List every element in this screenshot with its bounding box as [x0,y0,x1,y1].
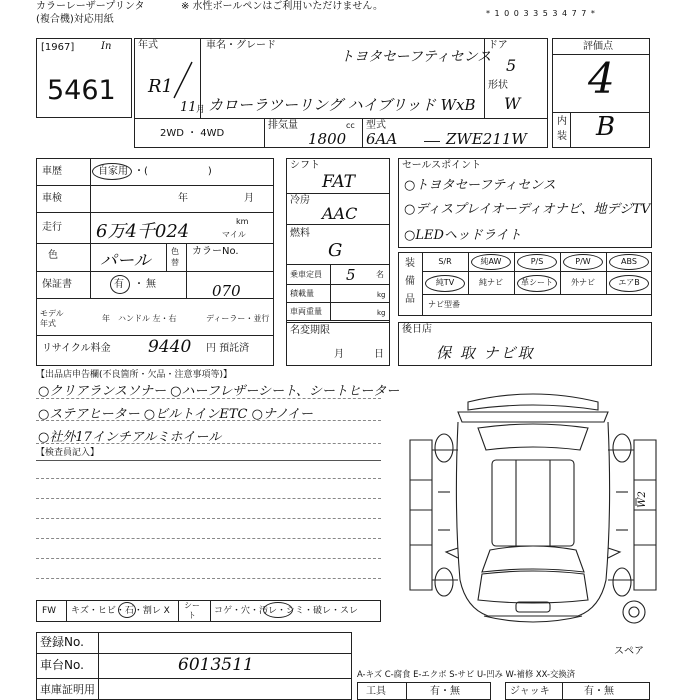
name-line1: トヨタセーフティセンス [340,49,492,65]
registration-label: 登録No. [40,635,84,649]
capacity-value: 5 [346,266,356,284]
condition-seat-2: ト [188,611,196,620]
equip-abs: ABS [621,257,637,266]
grade-label: 評価点 [583,41,613,52]
capacity-unit: 名 [376,270,384,279]
shift-label: シフト [290,160,320,171]
interior-label-1: 内 [557,116,567,127]
chassis-label: 車台No. [40,658,84,672]
equip-navi-model: ナビ型番 [428,300,460,309]
colorno-label: カラーNo. [192,246,239,257]
history-value: 自家用 [98,166,128,177]
circle-genuine-tv [425,275,465,292]
term-month: 月 [334,349,344,360]
warranty-circle [110,275,130,294]
header-serial: * 1 0 0 3 3 5 3 4 7 7 * [486,9,596,18]
fuel-label: 燃料 [290,228,310,239]
equip-leather-seat: 革シート [521,278,553,287]
model-label: 型式 [366,120,386,131]
displacement-value: 1800 [308,130,347,148]
grade-value: 4 [588,54,615,103]
warranty-no: 無 [146,279,156,290]
equip-aftermarket-navi: 外ナビ [571,278,595,287]
sales-point-2: ○ディスプレイオーディオナビ、地デジTV [404,202,651,217]
equipment-label-1: 装 [405,258,415,269]
sales-points-label: セールスポイント [402,160,482,171]
weight-unit: kg [377,309,386,317]
dealer-note-1: ○クリアランスソナー ○ハーフレザーシート、シートヒーター [38,384,400,399]
equip-pw: P/W [575,257,591,266]
history-paren: ・( ) [134,166,212,177]
model-dash [424,141,440,142]
model-prefix: 6AA [366,130,398,148]
recycle-unit: 円 預託済 [206,343,250,354]
color-change-1: 色 [171,247,179,256]
drive-label: 2WD ・ 4WD [160,128,225,139]
dealer-note-2: ○ステアヒーター ○ビルトインETC ○ナノイー [38,407,313,422]
condition-seat-1: シー [184,601,200,610]
shift-value: FAT [322,172,356,192]
ac-label: 冷房 [290,195,310,206]
term-label: 名変期限 [290,325,330,336]
circle-genuine-aw [471,254,511,270]
load-unit: kg [377,291,386,299]
color-change-2: 替 [171,258,179,267]
circle-abs [609,254,649,270]
equipment-label-3: 品 [405,294,415,305]
interior-label-2: 装 [557,131,567,142]
lot-code: [1967] [41,42,75,53]
weight-label: 車両重量 [290,307,322,316]
equip-genuine-tv: 純TV [435,278,455,287]
dealer-notes-label: 【出品店申告欄(不良箇所・欠品・注意事項等)】 [36,370,233,380]
shaken-year: 年 [178,193,188,204]
documents-label: 後日店 [402,324,432,335]
model-code: ZWE211W [446,130,527,148]
equip-sr: S/R [438,257,452,266]
equip-ps: P/S [530,257,544,266]
header-paper: (複合機)対応用紙 [36,14,114,25]
colorno-value: 070 [212,282,241,300]
year-slash [168,60,198,100]
recycle-label: リサイクル料金 [42,343,111,354]
chassis-value: 6013511 [178,655,254,675]
warranty-yes: 有 [114,279,124,290]
shape-label: 形状 [488,80,508,91]
displacement-unit: cc [346,121,355,130]
sales-point-3: ○LEDヘッドライト [404,228,522,243]
model-year-label-2: 年式 [40,319,56,328]
inspector-label: 【検査員記入】 [36,448,100,458]
handle-options: ハンドル 左・右 [118,314,177,323]
tools-label: 工具 [366,686,386,697]
displacement-label: 排気量 [268,120,298,131]
jack-value: 有・無 [584,686,614,697]
tools-value: 有・無 [430,686,460,697]
load-label: 積載量 [290,289,314,298]
capacity-label: 乗車定員 [290,270,322,279]
mileage-unit-km: km [236,217,249,226]
diagram-mark: W2 [636,491,648,508]
header-printer: カラーレーザープリンタ [36,1,145,12]
mileage-label: 走行 [42,222,62,233]
condition-fw: FW [42,606,57,616]
history-label: 車歴 [42,166,62,177]
garage-cert-label: 車庫証明用 [40,683,95,696]
ac-value: AAC [322,204,358,223]
dealer-options: ディーラー・並行 [206,314,270,323]
year-era: R1 [148,76,174,97]
shape-value: W [504,94,521,113]
equip-genuine-navi: 純ナビ [479,278,503,287]
shaken-label: 車検 [42,193,62,204]
lot-box [36,38,132,118]
circle-ps [517,254,557,270]
shaken-month: 月 [244,193,254,204]
equip-genuine-aw: 純AW [480,257,502,266]
header-notice: ※ 水性ボールペンはご利用いただけません。 [181,1,383,12]
term-day: 日 [374,349,384,360]
damage-legend: A-キズ C-腐食 E-エクボ S-サビ U-凹み W-補修 XX-交換済 [357,669,576,679]
equipment-label-2: 備 [405,276,415,287]
year-month-unit: 月 [196,105,206,115]
circle-stain [263,602,293,618]
circle-leather-seat [517,275,557,292]
color-value: パール [100,251,151,271]
lot-number: 5461 [47,75,116,106]
fuel-value: G [328,240,343,261]
year-month: 11 [180,100,197,115]
sales-point-1: ○トヨタセーフティセンス [404,178,556,193]
model-year-unit: 年 [102,314,110,323]
condition-fw-items: キズ・ヒビ・石・割レ X [71,606,170,616]
circle-pw [563,254,603,270]
model-year-label-1: モデル [40,309,64,318]
lot-suffix: In [101,41,112,52]
spare-label: スペア [614,646,644,657]
jack-label: ジャッキ [510,686,550,697]
condition-seat-items: コゲ・穴・汚レ・シミ・破レ・スレ [214,606,359,616]
name-line2: カローラツーリング ハイブリッド WxB [208,96,476,114]
documents-value: 保 取 ナビ取 [436,344,535,362]
recycle-value: 9440 [148,337,192,357]
color-label: 色 [48,250,58,261]
warranty-sep: ・ [134,279,144,290]
dealer-note-3: ○社外17インチアルミホイール [38,430,222,445]
circle-airbag [609,275,649,292]
history-circle [92,163,132,180]
mileage-value: 6万4千024 [96,221,190,242]
name-label: 車名・グレード [206,40,276,51]
door-label: ドア [488,40,508,51]
door-value: 5 [506,56,517,75]
equip-airbag: エアB [618,278,640,287]
year-label: 年式 [138,40,158,51]
car-diagram [398,380,668,642]
interior-value: B [596,112,616,142]
warranty-label: 保証書 [42,279,72,290]
circle-stone [118,602,136,618]
mileage-unit-mile: マイル [222,230,246,239]
